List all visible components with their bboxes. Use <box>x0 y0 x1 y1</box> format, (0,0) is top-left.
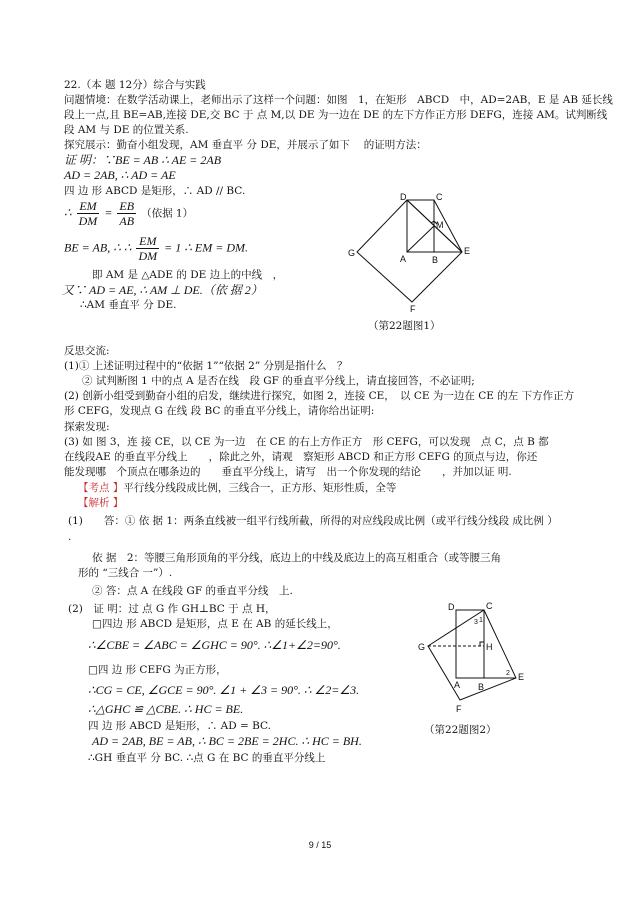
discover-line-2: 在线段AE 的垂直平分线上 ，除此之外，请观 察矩形 ABCD 和正方形 CEFG 的顶点与边，你还 <box>64 451 538 463</box>
fig2-label-a: A <box>454 680 461 690</box>
answer-line-8: □四 边 形 CEFG 为正方形， <box>88 664 227 676</box>
fig2-label-h: H <box>486 642 493 652</box>
situation-line-3: 段 AM 与 DE 的位置关系. <box>64 124 189 136</box>
fig1-label-d: D <box>400 192 407 202</box>
fig1-label-a: A <box>400 254 407 264</box>
reflect-line-1: (1)① 上述证明过程中的“依据 1”“依据 2” 分别是指什么 ？ <box>64 360 348 372</box>
fig1-label-m: M <box>436 220 444 230</box>
figure-2-caption: （第22题图2） <box>424 724 497 736</box>
kaodian-text: 平行线分线段成比例，三线合一，正方形、矩形性质，全等 <box>123 482 397 494</box>
situation-line-1: 问题情境：在数学活动课上，老师出示了这样一个问题：如图 1，在矩形 ABCD 中，AD=2AB，E 是 AB 延长线 <box>64 94 613 106</box>
figure-1-caption: （第22题图1） <box>368 320 441 332</box>
fig2-label-b: B <box>478 682 485 692</box>
figure-1 <box>340 188 480 328</box>
fig2-label-e: E <box>518 672 525 682</box>
fraction-em-dm-2: $\frac{EM}{DM}$ <box>138 234 158 263</box>
proof-line-3: 四 边 形 ABCD 是矩形，∴ AD // BC. <box>64 185 246 197</box>
jiexi-label: 【解析 】 <box>78 497 124 509</box>
proof-line-2: AD = 2AB, ∴ AD = AE <box>64 168 176 182</box>
answer-line-2: 依 据 2：等腰三角形顶角的平分线，底边上的中线及底边上的高互相重合（或等腰三角 <box>92 552 502 564</box>
proof-line-conclusion: ∴AM 垂直平 分 DE. <box>80 299 177 311</box>
discover-line-1: (3) 如 图 3，连 接 CE，以 CE 为一边 在 CE 的右上方作正方 形 CEFG，可以发现 点 C，点 B 都 <box>64 436 549 448</box>
discover-line-3: 能发现哪 个顶点在哪条边的 垂直平分线上，请写 出一个你发现的结论 ，并加以证 明. <box>64 466 512 478</box>
fraction-eb-ab: $\frac{EB}{AB}$ <box>119 199 135 228</box>
fraction-em-dm: $\frac{EM}{DM}$ <box>78 199 98 228</box>
explore-text: 探究展示：勤奋小组发现，AM 垂直平 分 DE，并展示了如下 的证明方法： <box>64 139 427 151</box>
page-number: 9 / 15 <box>308 840 332 850</box>
proof-line-perp: 又∵ AD = AE, ∴ AM ⊥ DE.（依 据 2） <box>62 283 263 297</box>
question-title: 22.（本 题 12分）综合与实践 <box>64 79 206 91</box>
answer-line-6: □四边 形 ABCD 是矩形，点 E 在 AB 的延长线上， <box>92 618 338 630</box>
reflect-line-4: 形 CEFG，发现点 G 在线 段 BC 的垂直平分线上，请你给出证明: <box>64 405 375 417</box>
discover-title: 探索发现: <box>64 421 110 433</box>
answer-line-7: ∴∠CBE = ∠ABC = ∠GHC = 90°. ∴∠1+∠2=90°. <box>88 638 341 652</box>
fig1-label-g: G <box>348 248 356 258</box>
fig2-label-d: D <box>448 602 455 612</box>
answer-line-11: 四 边 形 ABCD 是矩形，∴ AD = BC. <box>88 720 272 732</box>
proof-fraction-row-2: BE = AB, ∴ ∴ $\frac{EM}{DM}$ = 1 ∴ EM = DM. <box>64 234 248 263</box>
answer-line-13: ∴GH 垂直平 分 BC. ∴点 G 在 BC 的垂直平分线上 <box>88 752 326 764</box>
fig1-label-c: C <box>436 192 443 202</box>
fig2-label-f: F <box>456 704 462 714</box>
situation-line-2: 段上一点,且 BE=AB,连接 DE,交 BC 于 点 M,以 DE 为一边在 DE 的左下方作正方形 DEFG，连接 AM。试判断线 <box>64 109 608 121</box>
answer-line-1b: . <box>68 531 72 543</box>
answer-line-12: AD = 2AB, BE = AB, ∴ BC = 2BE = 2HC. ∴ HC = BH. <box>92 734 362 748</box>
answer-line-5: (2) 证 明：过 点 G 作 GH⊥BC 于 点 H， <box>68 603 276 615</box>
fig1-label-b: B <box>432 255 439 265</box>
figure-2 <box>416 600 536 718</box>
therefore-symbol: ∴ <box>64 205 72 220</box>
reflect-title: 反思交流: <box>64 345 110 357</box>
fig2-angle-1: 1 <box>479 617 483 624</box>
proof-line-median: 即 AM 是 △ADE 的 DE 边上的中线 ， <box>92 269 284 281</box>
answer-line-9: ∴CG = CE, ∠GCE = 90°. ∠1 + ∠3 = 90°. ∴ ∠2=∠3. <box>88 683 360 697</box>
fig2-angle-3: 3 <box>474 619 478 626</box>
answer-line-3: 形的 “三线合 一”）. <box>78 567 173 579</box>
proof-line-1: 证 明：∵BE = AB ∴ AE = 2AB <box>64 153 222 167</box>
reflect-line-3: (2) 创新小组受到勤奋小组的启发，继续进行探究，如图 2，连接 CE， 以 CE 为一边在 CE 的左 下方作正方 <box>64 390 575 402</box>
kaodian-label: 【考点 】 <box>78 482 124 494</box>
answer-line-4: ② 答：点 A 在线段 GF 的垂直平分线 上. <box>92 585 293 597</box>
fig1-label-e: E <box>464 246 471 256</box>
answer-line-1: (1) 答：① 依 据 1：两条直线被一组平行线所截，所得的对应线段成比例（或平行线分线段 成比例 ） <box>68 515 558 527</box>
fig1-label-f: F <box>410 304 416 314</box>
fig2-angle-2: 2 <box>506 670 510 677</box>
proof-fraction-row-1: ∴ $\frac{EM}{DM}$ = $\frac{EB}{AB}$ （依据 1） <box>64 199 194 228</box>
kaodian-row <box>78 481 396 495</box>
fig2-label-g: G <box>418 642 426 652</box>
fig2-label-c: C <box>486 601 493 611</box>
reflect-line-2: ② 试判断图 1 中的点 A 是否在线 段 GF 的垂直平分线上，请直接回答，不必证明; <box>82 375 475 387</box>
answer-line-10: ∴△GHC ≌ △CBE. ∴ HC = BE. <box>88 702 244 716</box>
